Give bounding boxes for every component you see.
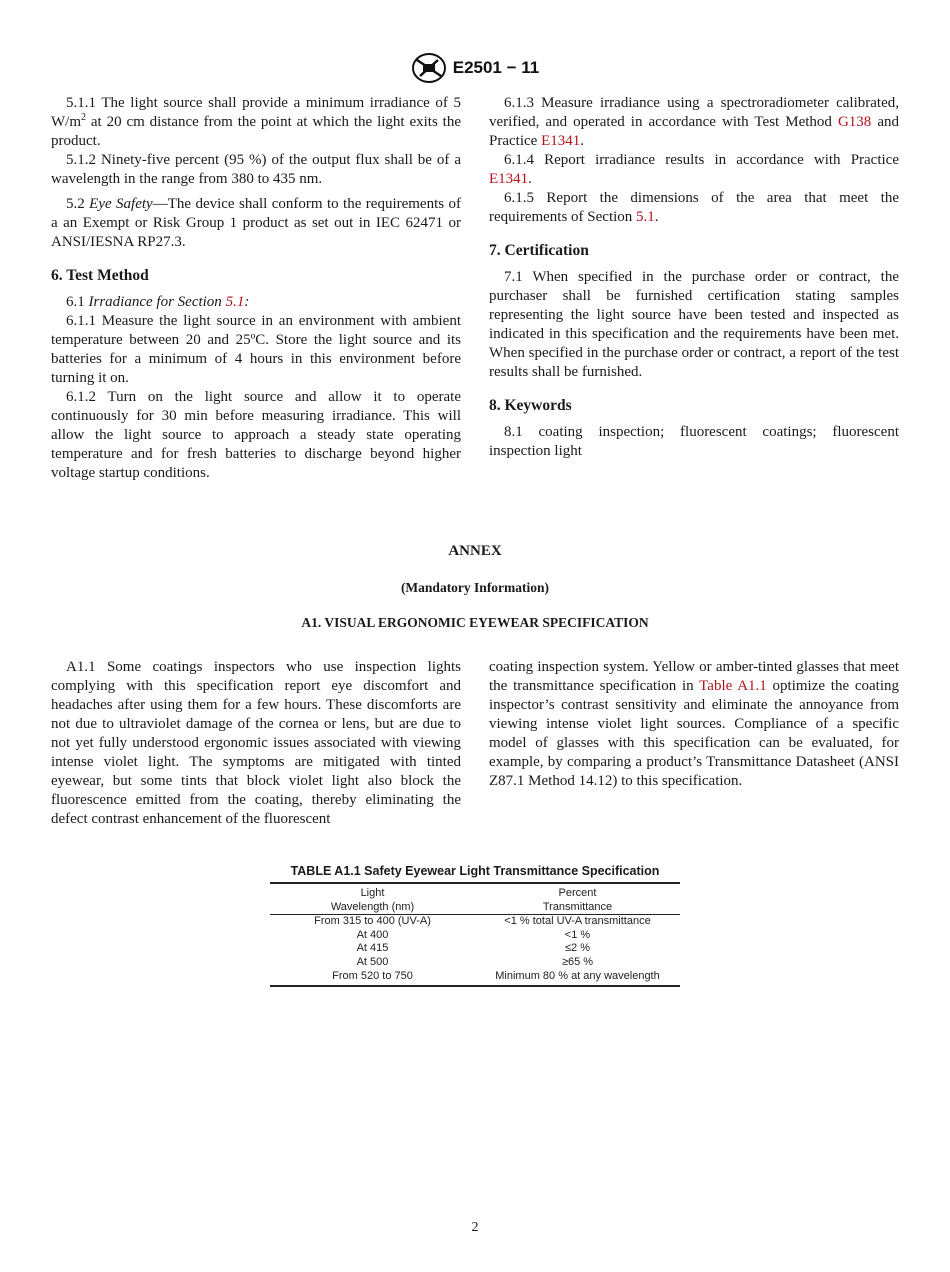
link-section-5-1[interactable]: 5.1 <box>636 209 655 225</box>
annex-section-title: A1. VISUAL ERGONOMIC EYEWEAR SPECIFICATION <box>301 615 649 630</box>
left-column <box>51 94 461 483</box>
cell-transmittance: <1 % <box>564 928 591 941</box>
paragraph-6-1: 6.1 Irradiance for Section 5.1: <box>66 294 250 310</box>
paragraph-6-1-4: 6.1.4 Report irradiance results in accordance with Practice E1341. <box>489 152 899 187</box>
cell-transmittance: ≤2 % <box>565 942 590 955</box>
table-row <box>270 929 680 943</box>
annex-left-column <box>51 658 461 829</box>
paragraph-6-1-5: 6.1.5 Report the dimensions of the area that meet the requirements of Section 5.1. <box>489 190 899 225</box>
link-e1341[interactable]: E1341 <box>489 171 529 187</box>
link-e1341[interactable]: E1341 <box>541 133 581 149</box>
cell-transmittance: ≥65 % <box>561 955 594 968</box>
link-g138[interactable]: G138 <box>837 114 872 130</box>
page-header <box>0 52 950 86</box>
page-number: 2 <box>471 1220 479 1235</box>
header-transmittance: Transmittance <box>542 900 613 913</box>
section-8-heading: 8. Keywords <box>489 397 572 414</box>
link-section-5-1[interactable]: 5.1 <box>225 294 245 310</box>
header-light: Light <box>360 887 385 899</box>
paragraph-6-1-3: 6.1.3 Measure irradiance using a spectroradiometer calibrated, verified, and operated in accordance with Test Method G138 and Practice E1341. <box>489 95 899 149</box>
cell-transmittance: Minimum 80 % at any wavelength <box>495 969 660 982</box>
header-percent: Percent <box>558 887 597 899</box>
cell-transmittance: <1 % total UV-A transmittance <box>504 915 651 928</box>
paragraph-6-1-1: 6.1.1 Measure the light source in an environment with ambient temperature between 20 and 25ºC. Store the light source and its batteries for a minimum of 4 hours in this environment before turning it on. <box>51 313 461 386</box>
paragraph-5-2: 5.2 Eye Safety—The device shall conform to the requirements of a an Exempt or Risk Group 1 product as set out in IEC 62471 or ANSI/IESNA RP27.3. <box>51 196 461 250</box>
table-a1-1 <box>270 864 680 987</box>
paragraph-7-1: 7.1 When specified in the purchase order or contract, the purchaser shall be furnished certification stating samples representing the light source have been tested and inspected as indicated in this specification and the requirements have been met. When specified in the purchase order or contract, a report of the test results shall be furnished. <box>489 269 899 380</box>
paragraph-8-1: 8.1 coating inspection; fluorescent coatings; fluorescent inspection light <box>489 424 899 459</box>
transmittance-table <box>270 882 680 987</box>
cell-wavelength: From 315 to 400 (UV-A) <box>314 915 431 928</box>
paragraph-5-1-2: 5.1.2 Ninety-five percent (95 %) of the output flux shall be of a wavelength in the range from 380 to 435 nm. <box>51 152 461 187</box>
section-7-heading: 7. Certification <box>489 242 589 259</box>
cell-wavelength: At 415 <box>356 942 389 955</box>
document-id: E2501 − 11 <box>452 58 540 77</box>
paragraph-a1-1: A1.1 Some coatings inspectors who use inspection lights complying with this specification report eye discomfort and headaches after using them for a few hours. These discomforts are not due to ultraviolet damage of the cornea or lens, but are due to not yet fully understood ergonomic issues associated with viewing intense violet light. The symptoms are mitigated with tinted eyewear, but some tints that block violet light also block the fluorescence emitted from the coating, thereby eliminating the defect contrast enhancement of the fluorescent <box>51 659 461 827</box>
annex-title: ANNEX <box>448 543 502 559</box>
annex-subtitle: (Mandatory Information) <box>400 580 550 595</box>
astm-logo-icon <box>411 52 447 84</box>
table-row <box>270 970 680 987</box>
cell-wavelength: From 520 to 750 <box>332 969 413 982</box>
table-header-row <box>270 901 680 915</box>
section-6-heading: 6. Test Method <box>51 267 149 284</box>
table-row <box>270 956 680 970</box>
table-caption: TABLE A1.1 Safety Eyewear Light Transmittance Specification <box>290 864 660 878</box>
header-wavelength: Wavelength (nm) <box>330 900 415 913</box>
right-column <box>489 94 899 461</box>
paragraph-6-1-2: 6.1.2 Turn on the light source and allow it to operate continuously for 30 min before measuring irradiance. This will allow the light source to approach a steady state operating temperature and for fresh batteries to discharge beyond higher voltage startup conditions. <box>51 389 461 481</box>
cell-wavelength: At 400 <box>356 928 389 941</box>
cell-wavelength: At 500 <box>356 955 389 968</box>
link-table-a1-1[interactable]: Table A1.1 <box>699 678 767 694</box>
paragraph-a1-1-continued: coating inspection system. Yellow or amber-tinted glasses that meet the transmittance specification in Table A1.1 optimize the coating inspector’s contrast sensitivity and eliminate the annoyance from viewing intense violet light sources. Compliance of a specific model of glasses with this specification can be evaluated, for example, by comparing a product’s Transmittance Datasheet (ANSI Z87.1 Method 14.12) to this specification. <box>489 659 899 789</box>
paragraph-5-1-1: 5.1.1 The light source shall provide a minimum irradiance of 5 $W/m^2$ at 20 cm distance from the point at which the light exits the product. <box>51 95 461 149</box>
annex-right-column <box>489 658 899 791</box>
table-row <box>270 915 680 929</box>
table-header-row <box>270 883 680 901</box>
table-row <box>270 942 680 956</box>
